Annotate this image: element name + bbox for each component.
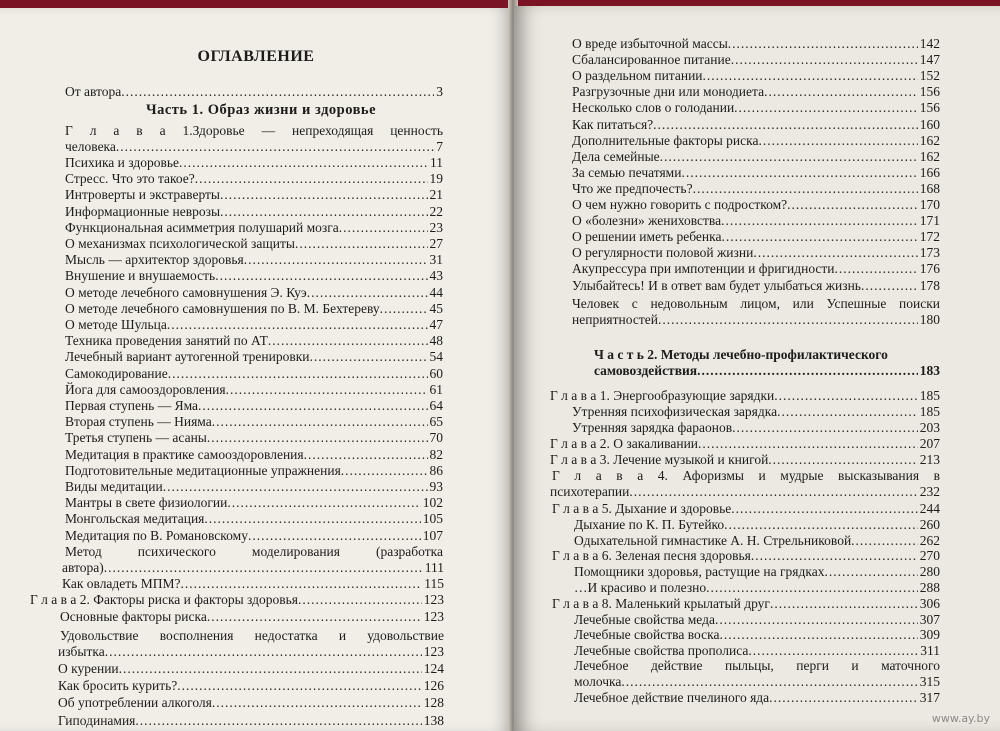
toc-entry: Техника проведения занятий по АТ ..... 48 [65,333,443,349]
toc-entry: Лечебные свойства воска ..... 309 [574,627,940,643]
toc-entry: О курении ..... 124 [58,661,444,677]
toc-entry-risk: Основные факторы риска ..... 123 [60,609,444,625]
toc-entry: Несколько слов о голодании ..... 156 [572,100,940,116]
chapter-heading: Метод психического моделирования (разработка [65,544,443,559]
toc-entry: Интроверты и экстраверты ..... 21 [65,187,443,203]
toc-entry-preface: От автора ..... 3 [65,84,443,100]
toc-entry: Улыбайтесь! И в ответ вам будет улыбаться жизнь ..... 178 [572,278,940,294]
part-heading: Часть 1. Образ жизни и здоровье [145,102,377,118]
toc-entry: Утренняя зарядка фараонов ..... 203 [572,420,940,436]
toc-entry: О регулярности половой жизни ..... 173 [572,245,940,261]
toc-entry: Стресс. Что это такое? ..... 19 [65,171,443,187]
toc-entry: Виды медитации ..... 93 [65,479,443,495]
toc-entry: Как питаться? ..... 160 [572,117,940,133]
toc-entry: Монгольская медитация ..... 105 [65,511,443,527]
toc-entry: Г л а в а 5. Дыхание и здоровье ..... 244 [552,501,940,517]
toc-entry: Медитация по В. Романовскому ..... 107 [65,528,443,544]
right-page [514,6,1000,731]
toc-entry: Г л а в а 2. О закаливании ..... 207 [550,436,940,452]
toc-entry: Акупрессура при импотенции и фригидности ..... 176 [572,261,940,277]
toc-entry-hypodynamia: Гиподинамия ..... 138 [58,713,444,729]
toc-entry: Одыхательной гимнастике А. Н. Стрельниковой ..... 262 [574,533,940,549]
toc-entry: Утренняя психофизическая зарядка ..... 185 [572,404,940,420]
toc-entry: Дыхание по К. П. Бутейко ..... 260 [574,517,940,533]
toc-entry: Лечебные свойства прополиса ..... 311 [574,643,940,659]
toc-entry: О решении иметь ребенка ..... 172 [572,229,940,245]
toc-entry: Психика и здоровье ..... 11 [65,155,443,171]
toc-entry-gloomy: неприятностей ..... 180 [572,312,940,328]
chapter-heading: Г л а в а 4. Афоризмы и мудрые высказывания в [552,468,940,483]
toc-entry-pollen: молочка ..... 315 [574,674,940,690]
toc-entry-venom: Лечебное действие пчелиного яда ..... 317 [574,690,940,706]
toc-entry: О методе лечебного самовнушения по В. М. Бехтереву ..... 45 [65,301,443,317]
toc-entry: О вреде избыточной массы ..... 142 [572,36,940,52]
toc-entry: Что же предпочесть? ..... 168 [572,181,940,197]
toc-entry-chapter4: психотерапии ..... 232 [550,484,940,500]
toc-entry: Сбалансированное питание ..... 147 [572,52,940,68]
toc-entry: Г л а в а 3. Лечение музыкой и книгой ..... 213 [550,452,940,468]
toc-entry: Внушение и внушаемость ..... 43 [65,268,443,284]
part-heading: Ч а с т ь 2. Методы лечебно-профилактического [594,347,888,362]
toc-entry: Лечебный вариант аутогенной тренировки ..... 54 [65,349,443,365]
toc-entry: Как бросить курить? ..... 126 [58,678,444,694]
toc-entry: Г л а в а 1. Энергообразующие зарядки ..... 185 [550,388,940,404]
toc-entry: О раздельном питании ..... 152 [572,68,940,84]
toc-entry: О «болезни» жениховства ..... 171 [572,213,940,229]
toc-entry: Информационные неврозы ..... 22 [65,204,443,220]
page-title: ОГЛАВЛЕНИЕ [197,48,315,65]
toc-entry: Мантры в свете физиологии ..... 102 [65,495,443,511]
toc-entry: Дела семейные ..... 162 [572,149,940,165]
left-page [0,8,512,731]
toc-entry: Вторая ступень — Нияма ..... 65 [65,414,443,430]
toc-entry: Об употреблении алкоголя ..... 128 [58,695,444,711]
chapter-heading: Человек с недовольным лицом, или Успешные поиски [572,296,940,311]
toc-entry: За семью печатями ..... 166 [572,165,940,181]
toc-entry: Третья ступень — асаны ..... 70 [65,430,443,446]
toc-entry-part2: самовоздействия ..... 183 [594,363,940,379]
toc-entry-chapter2: Г л а в а 2. Факторы риска и факторы здоровья ..... 123 [30,592,444,608]
chapter-heading: Удовольствие восполнения недостатка и удовольствие [60,628,444,643]
toc-entry: Дополнительные факторы риска ..... 162 [572,133,940,149]
toc-entry: Разгрузочные дни или монодиета ..... 156 [572,84,940,100]
toc-entry: О методе лечебного самовнушения Э. Куэ ..... 44 [65,285,443,301]
toc-entry: Мысль — архитектор здоровья ..... 31 [65,252,443,268]
chapter-heading: Лечебное действие пыльцы, перги и маточного [574,658,940,673]
toc-entry: Подготовительные медитационные упражнения ..... 86 [65,463,443,479]
toc-entry: Г л а в а 6. Зеленая песня здоровья ..... 270 [552,548,940,564]
toc-entry-how-to-mpm: Как овладеть МПМ? ..... 115 [62,576,444,592]
toc-entry-chapter1: человека ..... 7 [65,139,443,155]
toc-entry-pleasure: избытка ..... 123 [58,644,444,660]
toc-entry: Функциональная асимметрия полушарий мозга ..... 23 [65,220,443,236]
chapter-heading: Г л а в а 1.Здоровье — непреходящая ценность [65,123,443,138]
toc-entry: …И красиво и полезно ..... 288 [574,580,940,596]
toc-entry: Лечебные свойства меда ..... 307 [574,612,940,628]
toc-entry: Йога для самооздоровления ..... 61 [65,382,443,398]
watermark: www.ay.by [931,712,990,725]
toc-entry: Г л а в а 8. Маленький крылатый друг ..... 306 [552,596,940,612]
toc-entry: О механизмах психологической защиты ..... 27 [65,236,443,252]
toc-entry: О чем нужно говорить с подростком? ..... 170 [572,197,940,213]
toc-entry: Медитация в практике самооздоровления ..... 82 [65,447,443,463]
toc-entry: Первая ступень — Яма ..... 64 [65,398,443,414]
toc-entry-mpm: автора) ..... 111 [62,560,444,576]
toc-entry: Самокодирование ..... 60 [65,366,443,382]
toc-entry: О методе Шульца ..... 47 [65,317,443,333]
toc-entry: Помощники здоровья, растущие на грядках ..... 280 [574,564,940,580]
